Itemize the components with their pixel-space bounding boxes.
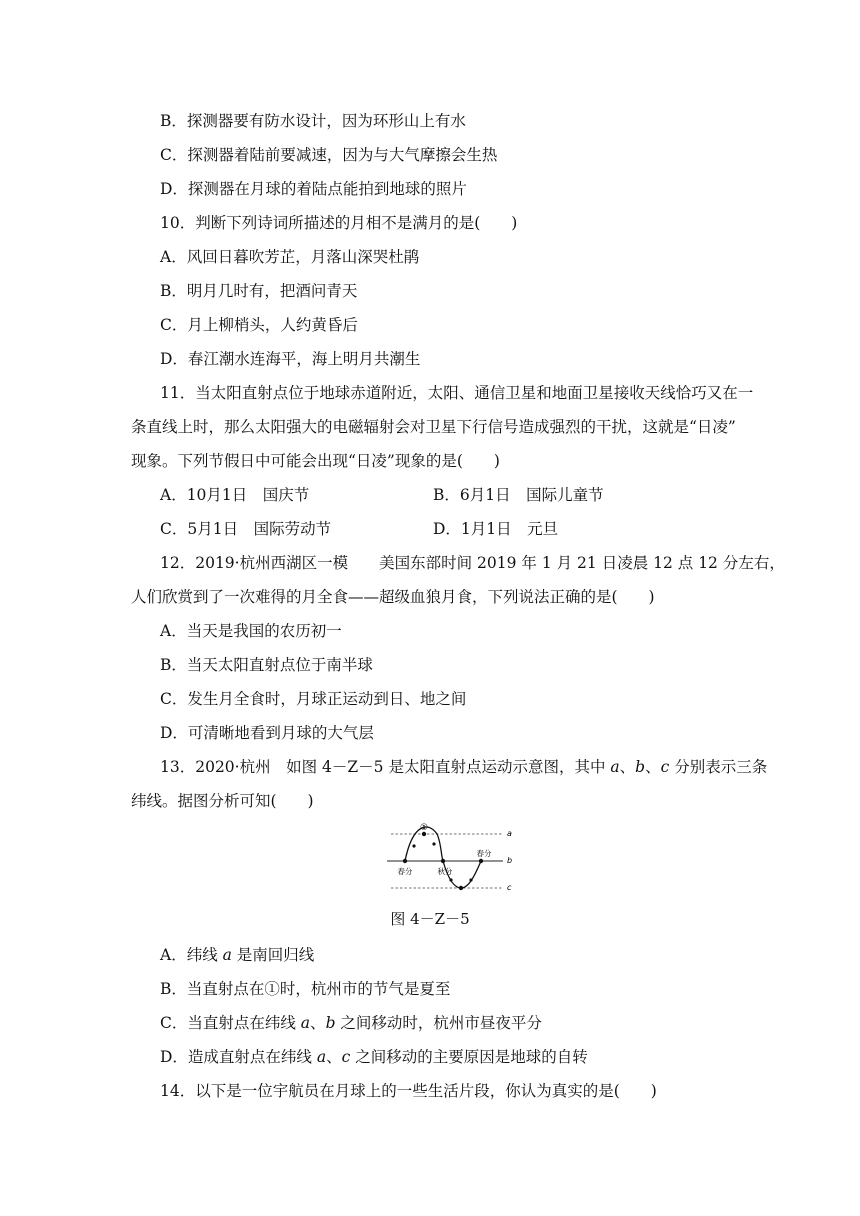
- spring-equinox-point: [403, 859, 407, 863]
- q11-option-b: B．6月1日 国际儿童节: [433, 486, 604, 504]
- q9-option-c: C．探测器着陆前要减速，因为与大气摩擦会生热: [160, 146, 498, 164]
- q10-stem: 10．判断下列诗词所描述的月相不是满月的是( ): [160, 214, 518, 232]
- separator: 、: [310, 1014, 326, 1032]
- q10-option-b: B．明月几时有，把酒问青天: [160, 282, 358, 300]
- option-text: 是南回归线: [231, 946, 315, 964]
- q10-option-d: D．春江潮水连海平，海上明月共潮生: [160, 350, 421, 368]
- figure-caption: 图 4－Z－5: [390, 910, 470, 928]
- option-text: D．造成直射点在纬线: [160, 1048, 317, 1066]
- spring-equinox-point-right: [479, 859, 483, 863]
- q13-option-d: [160, 1047, 588, 1067]
- var-a: a: [300, 1014, 311, 1032]
- q13-option-c: [160, 1013, 542, 1033]
- q10-option-c: C．月上柳梢头，人约黄昏后: [160, 316, 358, 334]
- q11-option-c: C．5月1日 国际劳动节: [160, 520, 332, 538]
- q10-option-a: A．风回日暮吹芳芷，月落山深哭杜鹃: [160, 248, 420, 266]
- label-a: a: [507, 829, 512, 838]
- q9-option-d: D．探测器在月球的着陆点能拍到地球的照片: [160, 180, 467, 198]
- subsolar-point-diagram: [385, 820, 515, 892]
- separator: 、: [619, 758, 636, 776]
- var-a: a: [222, 946, 232, 964]
- var-a: a: [316, 1048, 327, 1066]
- q11-stem-line3: 现象。下列节假日中可能会出现“日凌”现象的是( ): [131, 452, 500, 470]
- label-spring-left: 春分: [397, 867, 413, 876]
- q14-stem: 14．以下是一位宇航员在月球上的一些生活片段，你认为真实的是( ): [160, 1082, 657, 1100]
- var-b: b: [635, 758, 646, 776]
- label-spring-right: 春分: [476, 849, 492, 858]
- label-autumn: 秋分: [437, 867, 453, 876]
- q11-stem-line2: 条直线上时，那么太阳强大的电磁辐射会对卫星下行信号造成强烈的干扰，这就是“日凌”: [131, 418, 736, 436]
- q13-stem-line2: 纬线。据图分析可知( ): [131, 792, 314, 810]
- q13-stem-text: 13．2020·杭州 如图 4－Z－5 是太阳直射点运动示意图，其中: [160, 758, 611, 776]
- q12-option-d: D．可清晰地看到月球的大气层: [160, 724, 374, 742]
- label-c: c: [507, 883, 512, 892]
- q11-option-a: A．10月1日 国庆节: [160, 486, 310, 504]
- curve-point: [412, 844, 415, 847]
- separator: 、: [645, 758, 661, 776]
- subsolar-curve: [405, 827, 481, 888]
- var-c: c: [341, 1048, 351, 1066]
- label-b: b: [507, 856, 513, 865]
- lowest-point: [459, 886, 463, 890]
- separator: 、: [326, 1048, 342, 1066]
- var-c: c: [660, 758, 670, 776]
- q12-option-b: B．当天太阳直射点位于南半球: [160, 656, 373, 674]
- curve-point: [449, 878, 452, 881]
- curve-point: [469, 878, 472, 881]
- var-a: a: [610, 758, 620, 776]
- label-circle-1: ①: [419, 823, 429, 833]
- q12-option-a: A．当天是我国的农历初一: [160, 622, 342, 640]
- q12-stem-line2: 人们欣赏到了一次难得的月全食——超级血狼月食，下列说法正确的是( ): [131, 588, 655, 606]
- q11-stem-line1: 11．当太阳直射点位于地球赤道附近，太阳、通信卫星和地面卫星接收天线恰巧又在一: [160, 384, 754, 402]
- var-b: b: [325, 1014, 336, 1032]
- option-text: 之间移动时，杭州市昼夜平分: [335, 1014, 542, 1032]
- option-text: 之间移动的主要原因是地球的自转: [350, 1048, 588, 1066]
- q9-option-b: B．探测器要有防水设计，因为环形山上有水: [160, 112, 466, 130]
- q12-option-c: C．发生月全食时，月球正运动到日、地之间: [160, 690, 467, 708]
- option-text: A．纬线: [160, 946, 223, 964]
- q11-option-d: D．1月1日 元旦: [433, 520, 559, 538]
- q13-stem-text: 分别表示三条: [669, 758, 768, 776]
- autumn-equinox-point: [441, 859, 445, 863]
- q13-option-b: B．当直射点在①时，杭州市的节气是夏至: [160, 980, 451, 998]
- option-text: C．当直射点在纬线: [160, 1014, 301, 1032]
- q12-stem-line1: 12．2019·杭州西湖区一模 美国东部时间 2019 年 1 月 21 日凌晨 12 点 12 分左右，: [160, 554, 785, 572]
- curve-point: [432, 842, 435, 845]
- q13-option-a: [160, 945, 314, 965]
- q13-stem-line1: [160, 757, 767, 777]
